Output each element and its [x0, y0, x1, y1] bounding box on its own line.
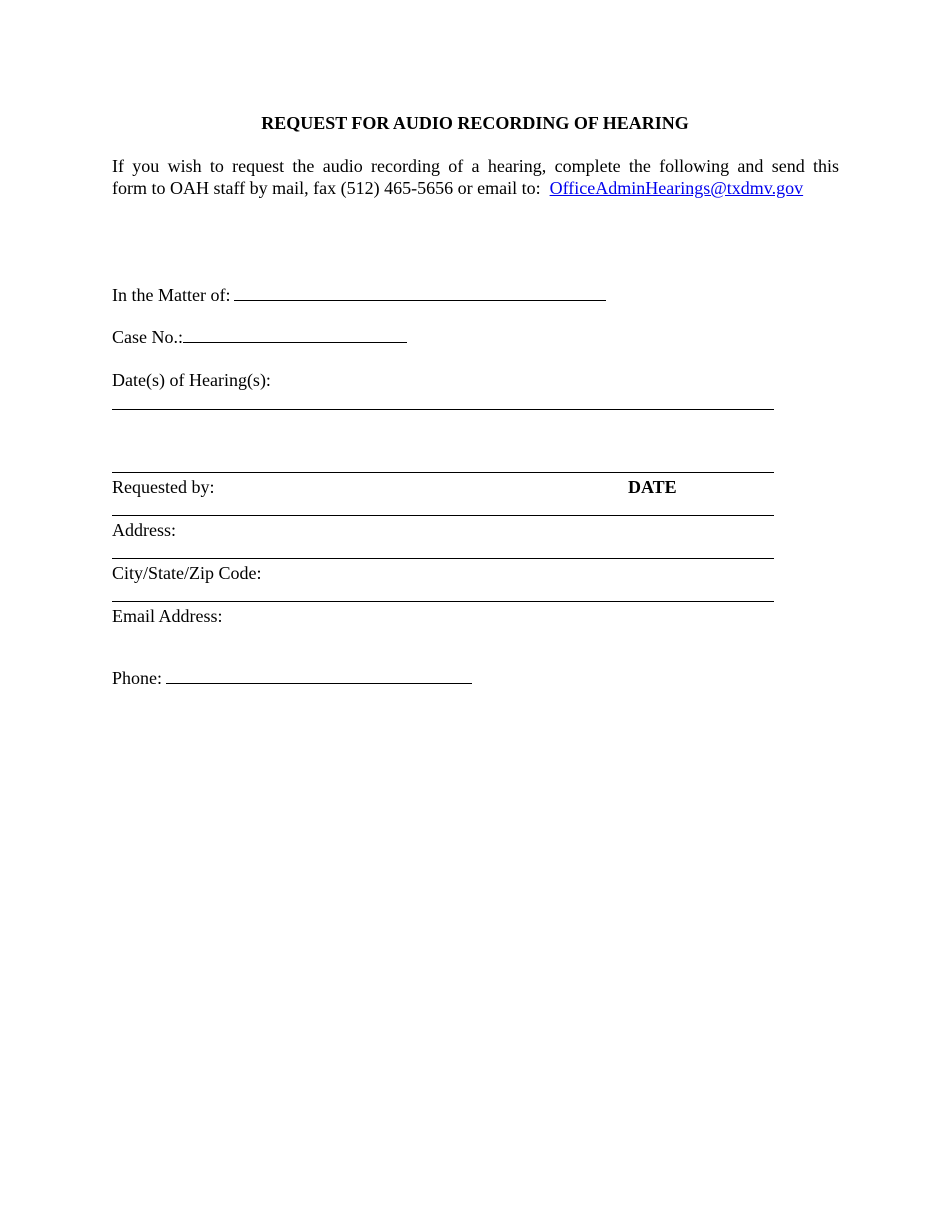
phone-field: [112, 667, 472, 689]
email-blank[interactable]: [112, 601, 774, 602]
address-blank[interactable]: [112, 515, 774, 516]
case-field: [112, 326, 407, 348]
intro-line-2: [112, 177, 839, 199]
case-label: Case No.:: [112, 327, 183, 347]
intro-paragraph: [112, 155, 839, 199]
email-label: Email Address:: [112, 606, 223, 626]
address-label: Address:: [112, 520, 176, 540]
matter-field: [112, 284, 606, 306]
email-link[interactable]: OfficeAdminHearings@txdmv.gov: [549, 178, 804, 198]
date-label: DATE: [628, 477, 677, 497]
case-blank[interactable]: [183, 326, 407, 343]
intro-line-2-text: form to OAH staff by mail, fax (512) 465-5656 or email to:: [112, 178, 541, 198]
dates-blank[interactable]: [112, 409, 774, 410]
requested-by-blank[interactable]: [112, 472, 774, 473]
phone-blank[interactable]: [166, 667, 472, 684]
form-title: REQUEST FOR AUDIO RECORDING OF HEARING: [261, 113, 689, 133]
matter-label: In the Matter of:: [112, 285, 231, 305]
matter-blank[interactable]: [234, 284, 606, 301]
city-label: City/State/Zip Code:: [112, 563, 262, 583]
city-blank[interactable]: [112, 558, 774, 559]
dates-label: Date(s) of Hearing(s):: [112, 370, 271, 390]
requested-by-label: Requested by:: [112, 477, 215, 497]
phone-label: Phone:: [112, 668, 163, 688]
intro-line-1: If you wish to request the audio recording of a hearing, complete the following and send this: [112, 156, 839, 176]
